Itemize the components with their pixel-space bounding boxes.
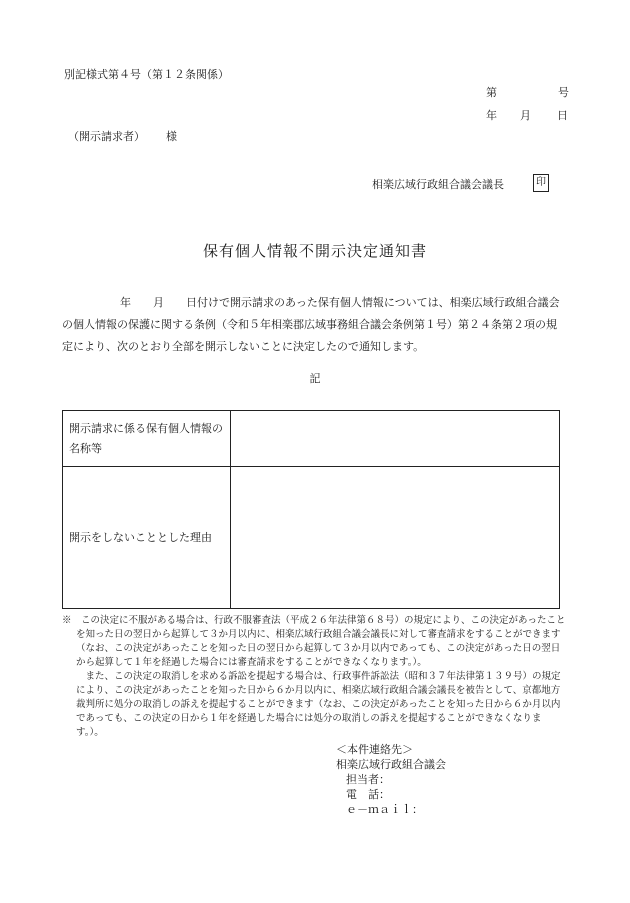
document-number-suffix: 号 <box>558 86 569 99</box>
note-text-2: また、この決定の取消しを求める訴訟を提起する場合は、行政事件訴訟法（昭和３７年法律第１３９号）の規定により、この決定があったことを知った日から６か月以内に、相楽広域行政組合議会議長を被告として、京都地方裁判所に処分の取消しの訴えを提起することができます（なお、この決定があったことを知った日から６か月以内であっても、この決定の日から１年を経過した場合には処分の取消しの訴えを提起することができなくなります。）。 <box>76 671 561 738</box>
date-year: 年 <box>486 109 497 122</box>
contact-block <box>336 742 446 817</box>
note-paragraph <box>62 670 567 740</box>
contact-phone: 電 話： <box>346 788 390 801</box>
contact-email: ｅ－ｍａｉｌ： <box>346 803 423 816</box>
seal-mark: 印 <box>533 174 549 192</box>
contact-org: 相楽広域行政組合議会 <box>336 758 446 771</box>
note-mark: ※ <box>62 615 72 626</box>
table-label: 開示をしないこととした理由 <box>63 467 231 609</box>
document-number-prefix: 第 <box>486 86 497 99</box>
table-row <box>63 467 560 609</box>
date-day: 日 <box>557 109 568 122</box>
date-month: 月 <box>520 109 531 122</box>
table-value <box>231 467 560 609</box>
body-text: 日付けで開示請求のあった保有個人情報については、相楽広域行政組合議会の個人情報の保護に関する条例（令和５年相楽郡広域事務組合議会条例第１号）第２４条第２項の規定により、次のとおり全部を開示しないことに決定したので通知します。 <box>62 296 560 353</box>
sender-name: 相楽広域行政組合議会議長 <box>372 178 504 191</box>
recipient-suffix: 様 <box>166 130 177 143</box>
table-row <box>63 411 560 467</box>
table-value <box>231 411 560 467</box>
body-paragraph <box>62 292 567 358</box>
note-text-1: この決定に不服がある場合は、行政不服審査法（平成２６年法律第６８号）の規定により、この決定があったことを知った日の翌日から起算して３か月以内に、相楽広域行政組合議会議長に対して審査請求をすることができます（なお、この決定があったことを知った日の翌日から起算して３か月以内であっても、この決定があった日の翌日から起算して１年を経過した場合には審査請求をすることができなくなります。）。 <box>76 615 566 668</box>
notes <box>62 614 567 740</box>
info-table <box>62 410 560 609</box>
page-title: 保有個人情報不開示決定通知書 <box>202 242 427 260</box>
contact-heading: ＜本件連絡先＞ <box>336 743 413 756</box>
note-paragraph <box>62 614 567 670</box>
recipient-line <box>68 128 177 144</box>
form-number: 別記様式第４号（第１２条関係） <box>64 68 229 81</box>
body-year: 年 <box>120 296 131 309</box>
table-label: 開示請求に係る保有個人情報の名称等 <box>63 411 231 467</box>
recipient-label: （開示請求者） <box>68 130 145 143</box>
ki-heading: 記 <box>309 372 321 385</box>
contact-person: 担当者： <box>346 773 390 786</box>
body-month: 月 <box>153 296 164 309</box>
